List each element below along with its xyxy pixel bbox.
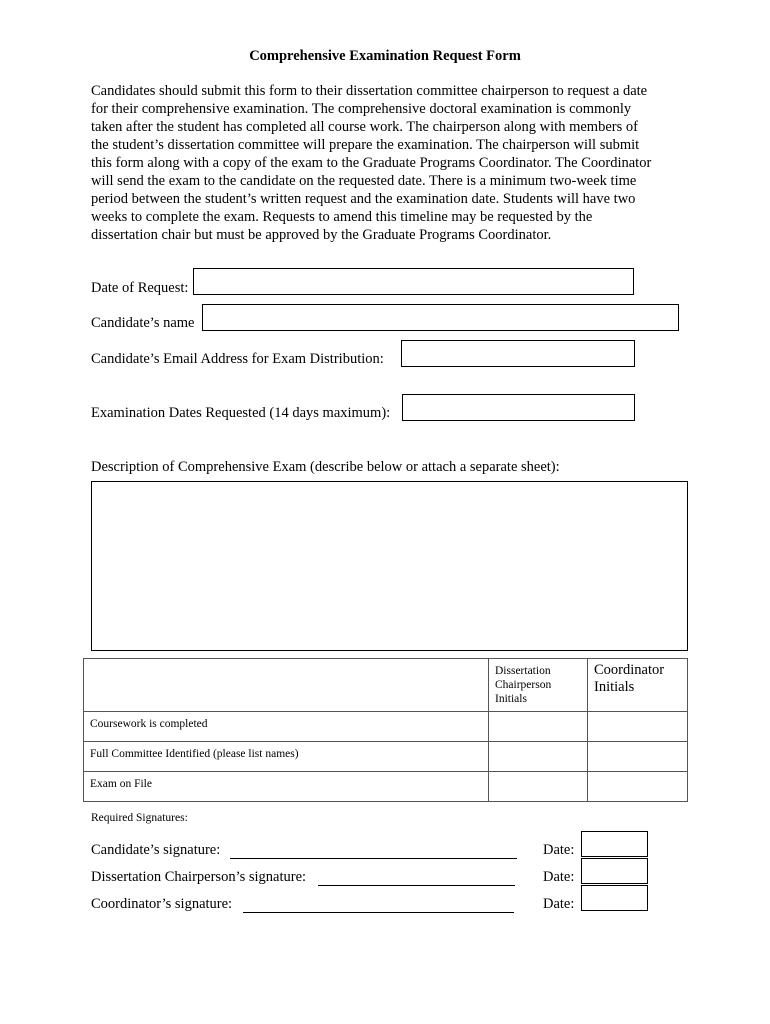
candidate-date-input[interactable] (581, 831, 648, 857)
row-label: Exam on File (84, 772, 489, 802)
table-row (84, 712, 688, 742)
checklist-table (83, 658, 688, 802)
chair-signature-line[interactable] (318, 885, 515, 886)
chair-signature-label: Dissertation Chairperson’s signature: (91, 869, 307, 885)
coordinator-signature-line[interactable] (243, 912, 514, 913)
chair-initials-cell[interactable] (489, 742, 588, 772)
intro-line: taken after the student has completed all course work. The chairperson along with members of (91, 119, 638, 135)
candidate-name-input[interactable] (202, 304, 679, 331)
chair-initials-cell[interactable] (489, 772, 588, 802)
intro-line: dissertation chair but must be approved by the Graduate Programs Coordinator. (91, 227, 552, 243)
candidate-email-input[interactable] (401, 340, 635, 367)
coordinator-signature-label: Coordinator’s signature: (91, 896, 233, 912)
candidate-name-label: Candidate’s name (91, 315, 195, 331)
date-of-request-label: Date of Request: (91, 280, 189, 296)
row-label: Coursework is completed (84, 712, 489, 742)
chair-date-input[interactable] (581, 858, 648, 884)
intro-line: period between the student’s written request and the examination date. Students will have two (91, 191, 636, 207)
date-of-request-input[interactable] (193, 268, 634, 295)
coordinator-initials-cell[interactable] (588, 772, 688, 802)
coordinator-initials-cell[interactable] (588, 712, 688, 742)
intro-line: this form along with a copy of the exam to the Graduate Programs Coordinator. The Coordinator (91, 155, 652, 171)
coordinator-initials-cell[interactable] (588, 742, 688, 772)
description-label: Description of Comprehensive Exam (describe below or attach a separate sheet): (91, 459, 560, 475)
intro-line: for their comprehensive examination. The comprehensive doctoral examination is commonly (91, 101, 632, 117)
exam-dates-label: Examination Dates Requested (14 days maximum): (91, 405, 391, 421)
candidate-signature-label: Candidate’s signature: (91, 842, 221, 858)
header-empty-cell (84, 659, 489, 712)
checklist-header-row (84, 659, 688, 712)
chair-date-label: Date: (543, 869, 575, 885)
required-signatures-heading: Required Signatures: (91, 812, 188, 824)
candidate-signature-line[interactable] (230, 858, 517, 859)
chair-initials-header: Dissertation Chairperson Initials (489, 659, 588, 712)
coordinator-date-label: Date: (543, 896, 575, 912)
intro-paragraph (91, 82, 691, 244)
intro-line: Candidates should submit this form to their dissertation committee chairperson to request a date (91, 83, 648, 99)
table-row (84, 742, 688, 772)
exam-dates-input[interactable] (402, 394, 635, 421)
coordinator-date-input[interactable] (581, 885, 648, 911)
form-title: Comprehensive Examination Request Form (249, 48, 521, 64)
row-label: Full Committee Identified (please list names) (84, 742, 489, 772)
candidate-email-label: Candidate’s Email Address for Exam Distribution: (91, 351, 384, 367)
description-textarea[interactable] (91, 481, 688, 651)
intro-line: the student’s dissertation committee will prepare the examination. The chairperson will submit (91, 137, 640, 153)
table-row (84, 772, 688, 802)
intro-line: weeks to complete the exam. Requests to amend this timeline may be requested by the (91, 209, 593, 225)
chair-initials-cell[interactable] (489, 712, 588, 742)
intro-line: will send the exam to the candidate on the requested date. There is a minimum two-week time (91, 173, 637, 189)
coordinator-initials-header: Coordinator Initials (588, 659, 688, 712)
candidate-date-label: Date: (543, 842, 575, 858)
